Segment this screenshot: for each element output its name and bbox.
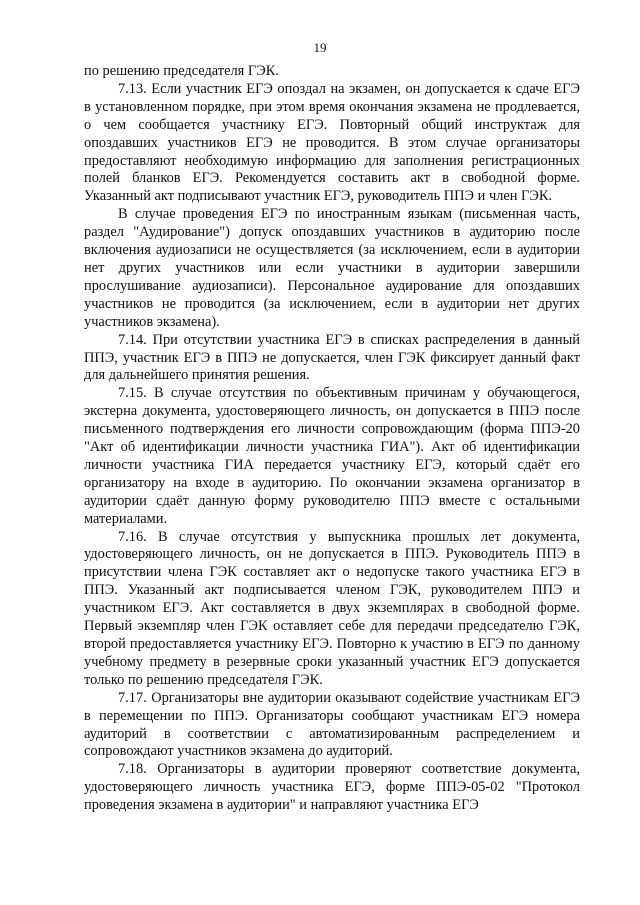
paragraph-7-14: 7.14. При отсутствии участника ЕГЭ в списках распределения в данный ППЭ, участник ЕГЭ в ППЭ не допускается, член ГЭК фиксирует данный факт для дальнейшего принятия решения. bbox=[84, 331, 580, 384]
paragraph-continuation: по решению председателя ГЭК. bbox=[84, 63, 279, 79]
paragraph-7-13: 7.13. Если участник ЕГЭ опоздал на экзамен, он допускается к сдаче ЕГЭ в установленном порядке, при этом время окончания экзамена не продлевается, о чем сообщается участнику ЕГЭ. Повторный общий инструктаж для опоздавших участников ЕГЭ не проводится. В этом случае организаторы предоставляют необходимую информацию для заполнения регистрационных полей бланков ЕГЭ. Рекомендуется составить акт в свободной форме. Указанный акт подписывают участник ЕГЭ, руководитель ППЭ и член ГЭК. bbox=[84, 80, 580, 205]
paragraph-foreign-languages: В случае проведения ЕГЭ по иностранным языкам (письменная часть, раздел "Аудирование") допуск опоздавших участников в аудиторию после включения аудиозаписи не осуществляется (за исключением, если в аудитории нет других участников или если участники в аудитории завершили прослушивание аудиозаписи). Персональное аудирование для опоздавших участников не проводится (за исключением, если в аудитории нет других участников экзамена). bbox=[84, 206, 580, 330]
document-body bbox=[84, 63, 580, 815]
paragraph-7-18: 7.18. Организаторы в аудитории проверяют соответствие документа, удостоверяющего личность участника ЕГЭ, форме ППЭ-05-02 "Протокол проведения экзамена в аудитории" и направляют участника ЕГЭ bbox=[84, 761, 580, 814]
paragraph-7-15: 7.15. В случае отсутствия по объективным причинам у обучающегося, экстерна документа, удостоверяющего личность, он допускается в ППЭ после письменного подтверждения его личности сопровождающим (форма ППЭ-20 "Акт об идентификации личности участника ГИА"). Акт об идентификации личности участника ГИА передается участнику ЕГЭ, который сдаёт его организатору на входе в аудиторию. По окончании экзамена организатор в аудитории сдаёт данную форму руководителю ППЭ вместе с остальными материалами. bbox=[84, 385, 580, 527]
paragraph-7-16: 7.16. В случае отсутствия у выпускника прошлых лет документа, удостоверяющего личность, он не допускается в ППЭ. Руководитель ППЭ в присутствии члена ГЭК составляет акт о недопуске такого участника ЕГЭ в ППЭ. Указанный акт подписывается членом ГЭК, руководителем ППЭ и участником ЕГЭ. Акт составляется в двух экземплярах в свободной форме. Первый экземпляр член ГЭК оставляет себе для передачи председателю ГЭК, второй предоставляется участнику ЕГЭ. Повторно к участию в ЕГЭ по данному учебному предмету в резервные сроки указанный участник ЕГЭ допускается только по решению председателя ГЭК. bbox=[84, 528, 580, 688]
page-number: 19 bbox=[313, 40, 327, 55]
paragraph-7-17: 7.17. Организаторы вне аудитории оказывают содействие участникам ЕГЭ в перемещении по ППЭ. Организаторы сообщают участникам ЕГЭ номера аудиторий в соответствии с автоматизированным распределением и сопровождают участников экзамена до аудиторий. bbox=[84, 689, 580, 760]
